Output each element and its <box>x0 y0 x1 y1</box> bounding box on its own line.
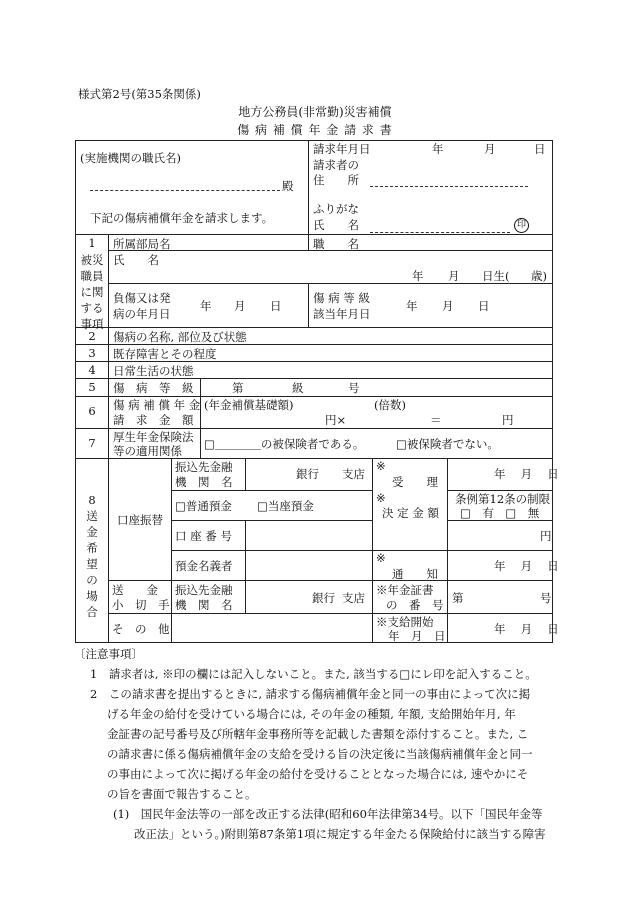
base-amount-label: (年金補償基礎額) <box>204 398 294 412</box>
grade-date-label: 傷 病 等 級 <box>313 291 370 305</box>
row2-label: 傷病の名称, 部位及び状態 <box>113 330 247 344</box>
notified-label: 通 知 <box>392 567 438 581</box>
remittance-label: 送 金 <box>112 583 158 597</box>
grade-suffix: 号 <box>348 381 360 395</box>
name-field[interactable] <box>370 222 510 236</box>
remit-branch-unit: 支店 <box>342 591 365 605</box>
row7-number: 7 <box>88 436 96 450</box>
age-label: 歳) <box>531 269 547 283</box>
certificate-label: ※年金証書 <box>376 583 434 597</box>
row6-label: 傷 病 補 償 年 金 <box>113 398 201 412</box>
decided-amount-label: 決 定 金 額 <box>382 506 439 520</box>
row6-label-2: 請 求 金 額 <box>113 413 194 427</box>
remit-bank-label: 振込先金融 <box>175 583 233 597</box>
post-label: 職 名 <box>313 237 359 251</box>
note-line: 金証書の記号番号及び所轄年金事務所等を記載した書類を添付すること。また, こ <box>107 727 529 741</box>
row4-number: 4 <box>88 363 96 377</box>
note-line: 1 請求者は, ※印の欄には記入しないこと。また, 該当する□にレ印を記入すること。 <box>90 667 537 681</box>
certificate-label-2: の 番 号 <box>386 598 444 612</box>
form-number: 様式第2号(第35条関係) <box>78 87 201 101</box>
row6-number: 6 <box>88 404 96 418</box>
injury-year: 年 <box>200 299 212 313</box>
bank-label-2: 機 関 名 <box>175 475 233 489</box>
row5-number: 5 <box>88 380 96 394</box>
seal-mark: 印 <box>514 216 529 233</box>
birth-month: 月 <box>448 269 460 283</box>
birth-year: 年 <box>412 269 424 283</box>
month-label: 月 <box>484 142 496 156</box>
note-line: の事由によって次に掲げる年金の給付を受けることとなった場合には, 速やかにそ <box>107 767 529 781</box>
injury-day: 日 <box>270 299 282 313</box>
grade-day: 日 <box>478 299 490 313</box>
row4-label: 日常生活の状態 <box>113 364 194 378</box>
account-number-label: 口 座 番 号 <box>175 529 232 543</box>
victim-name-label: 氏 名 <box>113 253 159 267</box>
injury-month: 月 <box>234 299 246 313</box>
section1-side-label: 被災 職員 に関 する 事項 <box>80 253 104 331</box>
claimant-label: 請求者の <box>313 158 359 172</box>
grade-mid: 級 <box>292 381 304 395</box>
row7-label-2: 等の適用関係 <box>113 444 182 458</box>
row5-label: 傷 病 等 級 <box>113 381 194 395</box>
notified-date: 年 月 日 <box>494 559 559 573</box>
request-text: 下記の傷病補償年金を請求します。 <box>90 211 274 225</box>
dept-label: 所属部局名 <box>113 237 171 251</box>
row7-label: 厚生年金保険法 <box>113 430 194 444</box>
account-transfer-label: 口座振替 <box>117 513 163 527</box>
note-line: の旨を書面で報告すること。 <box>107 787 257 801</box>
received-date: 年 月 日 <box>494 467 559 481</box>
payment-start-date: 年 月 日 <box>494 622 559 636</box>
yen-unit: 円 <box>502 413 514 427</box>
equals-sign: ＝ <box>430 413 442 427</box>
notes-heading: 〔注意事項〕 <box>74 647 143 661</box>
multiplier-label: (倍数) <box>374 398 406 412</box>
received-mark: ※ <box>376 459 386 473</box>
grade-year: 年 <box>406 299 418 313</box>
grade-prefix: 第 <box>232 381 244 395</box>
bank-label: 振込先金融 <box>175 460 233 474</box>
furigana-label: ふりがな <box>313 202 359 216</box>
restriction-label: 条例第12条の制限 <box>455 492 551 506</box>
addressee-label: (実施機関の職氏名) <box>80 151 181 165</box>
honorific: 殿 <box>282 179 294 193</box>
title-line-1: 地方公務員(非常勤)災害補償 <box>238 105 392 119</box>
other-label: そ の 他 <box>112 622 170 636</box>
remit-bank-unit: 銀行 <box>312 591 335 605</box>
decided-mark: ※ <box>376 491 386 505</box>
remit-bank-label-2: 機 関 名 <box>175 598 233 612</box>
note-line: げる年金の給付を受けている場合には, その年金の種類, 年額, 支給開始年月, 年 <box>107 707 516 721</box>
account-holder-label: 預金名義者 <box>175 559 233 573</box>
restriction-checkbox[interactable]: □ 有 □ 無 <box>460 506 540 520</box>
ordinary-deposit-checkbox[interactable]: □普通預金 <box>175 499 232 513</box>
note-line: 2 この請求書を提出するときに, 請求する傷病補償年金と同一の事由によって次に掲 <box>90 687 531 701</box>
yen-times: 円× <box>325 413 347 427</box>
row3-number: 3 <box>88 346 96 360</box>
decided-yen: 円 <box>540 529 552 543</box>
injury-date-label: 負傷又は発 <box>113 291 171 305</box>
received-label: 受 理 <box>392 475 438 489</box>
row2-number: 2 <box>88 329 96 343</box>
grade-date-label-2: 該当年月日 <box>313 307 371 321</box>
row3-label: 既存障害とその程度 <box>113 347 217 361</box>
address-label: 住 所 <box>313 173 359 187</box>
claim-date-label: 請求年月日 <box>313 142 371 156</box>
branch-unit: 支店 <box>342 467 365 481</box>
day-label: 日 <box>534 142 546 156</box>
year-label: 年 <box>432 142 444 156</box>
not-insured-checkbox[interactable]: □被保険者でない。 <box>396 437 499 451</box>
note-line: の請求書に係る傷病補償年金の支給を受ける旨の決定後に当該傷病補償年金と同一 <box>107 747 533 761</box>
payment-start-label: ※支給開始 <box>376 615 434 629</box>
addressee-field[interactable] <box>90 180 290 194</box>
note-line: 改正法」という。)附則第87条第1項に規定する年金たる保険給付に該当する障害 <box>134 827 546 841</box>
certificate-prefix: 第 <box>452 591 464 605</box>
name-label: 氏 名 <box>313 218 359 232</box>
notified-mark: ※ <box>376 551 386 565</box>
injury-date-label-2: 病の年月日 <box>113 307 171 321</box>
bank-unit: 銀行 <box>296 467 319 481</box>
insured-checkbox[interactable]: □＿＿＿＿の被保険者である。 <box>204 437 365 451</box>
section8-side-label: 8 送 金 希 望 の 場 合 <box>86 493 98 619</box>
note-line: (1) 国民年金法等の一部を改正する法律(昭和60年法律第34号。以下「国民年金等 <box>113 807 543 821</box>
payment-start-label-2: 年 月 日 <box>388 629 446 643</box>
grade-month: 月 <box>442 299 454 313</box>
remittance-label-2: 小 切 手 <box>112 598 170 612</box>
section1-number: 1 <box>88 236 96 250</box>
address-field[interactable] <box>370 176 528 190</box>
certificate-suffix: 号 <box>540 591 552 605</box>
birth-day: 日生( <box>482 269 510 283</box>
current-deposit-checkbox[interactable]: □当座預金 <box>257 499 314 513</box>
page-title: 傷 病 補 償 年 金 請 求 書 <box>237 123 393 137</box>
